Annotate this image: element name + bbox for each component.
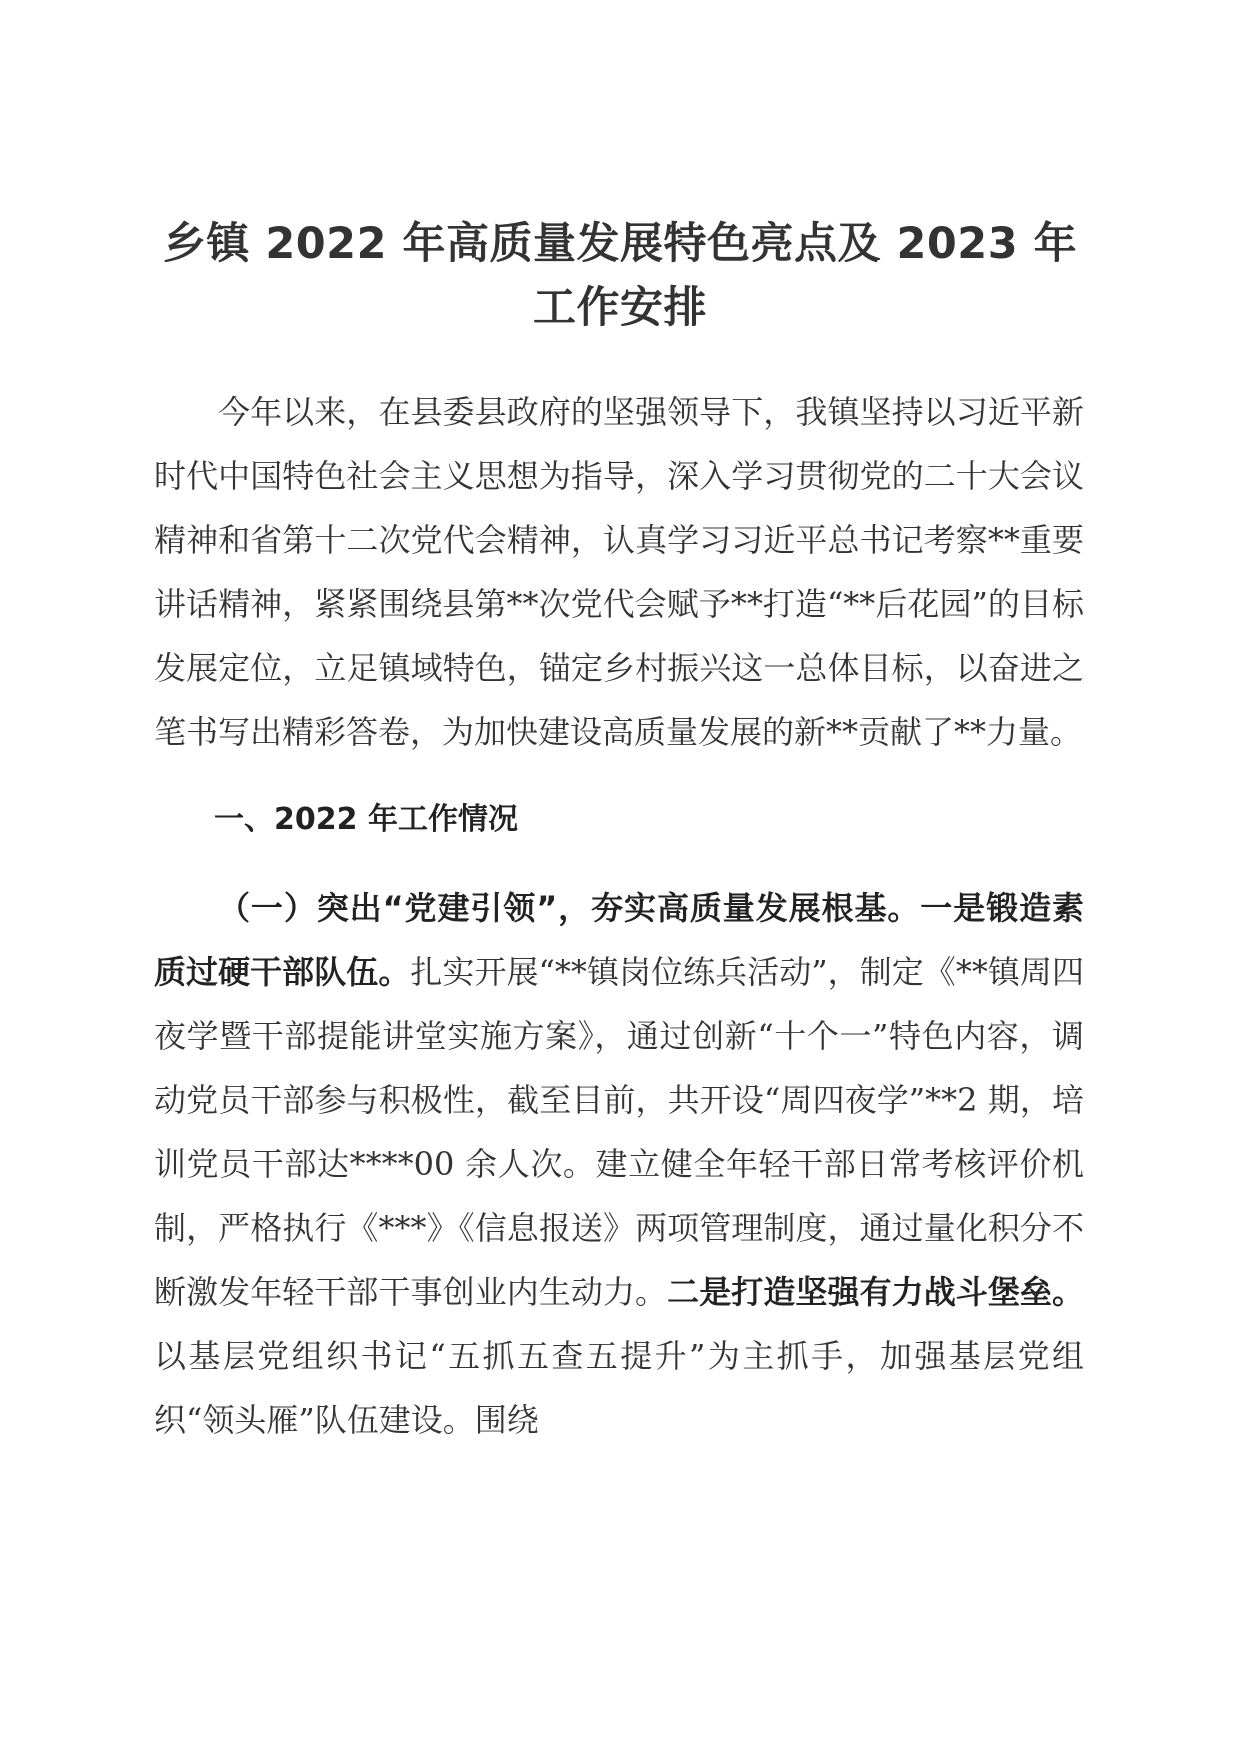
document-body (154, 380, 1084, 1452)
title-line-1: 乡镇 2022 年高质量发展特色亮点及 2023 年 (162, 219, 1078, 269)
section-1-text-2: 以基层党组织书记“五抓五查五提升”为主抓手，加强基层党组织“领头雁”队伍建设。围绕 (154, 1337, 1084, 1439)
section-1-text-1: 扎实开展“**镇岗位练兵活动”，制定《**镇周四夜学暨干部提能讲堂实施方案》，通过创新“十个一”特色内容，调动党员干部参与积极性，截至目前，共开设“周四夜学”**2 期，培训党员干部达****00 余人次。建立健全年轻干部日常考核评价机制，严格执行《***》《信息报送》两项管理制度，通过量化积分不断激发年轻干部干事创业内生动力。 (154, 953, 1084, 1311)
section-heading-1: 一、2022 年工作情况 (214, 802, 518, 837)
intro-paragraph: 今年以来，在县委县政府的坚强领导下，我镇坚持以习近平新时代中国特色社会主义思想为指导，深入学习贯彻党的二十大会议精神和省第十二次党代会精神，认真学习习近平总书记考察**重要讲话精神，紧紧围绕县第**次党代会赋予**打造“**后花园”的目标发展定位，立足镇域特色，锚定乡村振兴这一总体目标，以奋进之笔书写出精彩答卷，为加快建设高质量发展的新**贡献了**力量。 (154, 393, 1084, 751)
document-title (150, 212, 1090, 340)
bold-lead-1: （一）突出“党建引领”，夯实高质量发展根基。一是锻造素质过硬干部队伍。 (154, 889, 1084, 991)
title-line-2: 工作安排 (533, 283, 707, 333)
section-1-paragraph (154, 876, 1084, 1452)
bold-lead-2: 二是打造坚强有力战斗堡垒。 (667, 1273, 1084, 1311)
